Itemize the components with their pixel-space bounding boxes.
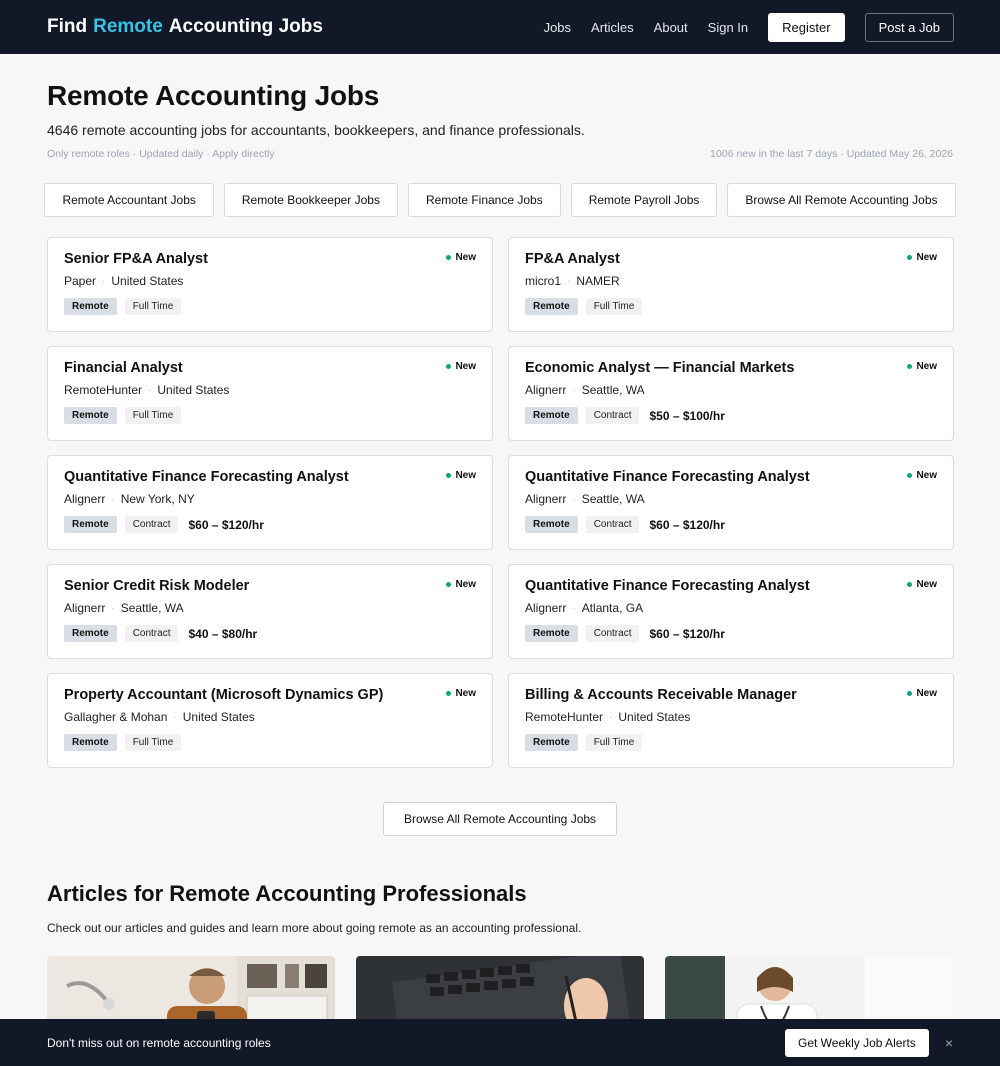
job-meta [525, 601, 937, 615]
job-tags [64, 407, 476, 424]
new-badge-label: New [916, 361, 937, 372]
job-title[interactable]: Economic Analyst — Financial Markets [525, 360, 795, 376]
job-pay: $60 – $120/hr [188, 517, 264, 532]
job-card[interactable] [508, 346, 954, 441]
remote-tag: Remote [64, 625, 117, 642]
articles-subtitle: Check out our articles and guides and learn more about going remote as an accounting professional. [47, 921, 582, 935]
job-title[interactable]: Senior FP&A Analyst [64, 251, 208, 267]
meta-separator: · [111, 602, 115, 614]
job-meta [525, 492, 937, 506]
job-title[interactable]: Quantitative Finance Forecasting Analyst [525, 469, 810, 485]
new-badge-label: New [455, 688, 476, 699]
job-tags [525, 516, 937, 533]
new-badge [907, 579, 937, 590]
meta-separator: · [102, 275, 106, 287]
job-company: RemoteHunter [64, 383, 143, 397]
new-badge [907, 252, 937, 263]
job-pay: $50 – $100/hr [649, 408, 725, 423]
job-meta [525, 274, 937, 288]
job-location: United States [182, 710, 255, 724]
job-company: Alignerr [525, 383, 567, 397]
job-tags [525, 625, 937, 642]
remote-tag: Remote [525, 734, 578, 751]
new-dot-icon [907, 255, 912, 260]
job-card[interactable] [47, 673, 493, 768]
banner-actions [785, 1029, 953, 1057]
job-tags [64, 734, 476, 751]
job-pay: $40 – $80/hr [188, 626, 258, 641]
new-badge [907, 361, 937, 372]
new-badge [446, 688, 476, 699]
nav-link-sign-in[interactable]: Sign In [707, 19, 749, 35]
job-location: New York, NY [120, 492, 195, 506]
new-dot-icon [907, 691, 912, 696]
top-nav-bar [0, 0, 1000, 54]
job-type-tag: Contract [125, 516, 179, 533]
job-card[interactable] [508, 455, 954, 550]
meta-separator: · [572, 384, 576, 396]
browse-all-wrap [0, 802, 1000, 836]
logo-word-remote: Remote [93, 16, 163, 37]
category-browse-all-button[interactable]: Browse All Remote Accounting Jobs [727, 183, 955, 217]
meta-separator: · [148, 384, 152, 396]
job-location: United States [111, 274, 184, 288]
job-location: Seattle, WA [581, 383, 645, 397]
get-job-alerts-button[interactable]: Get Weekly Job Alerts [785, 1029, 929, 1057]
logo-word-find: Find [47, 16, 88, 37]
job-card[interactable] [47, 237, 493, 332]
new-dot-icon [907, 364, 912, 369]
job-company: Paper [64, 274, 97, 288]
job-tags [64, 298, 476, 315]
meta-separator: · [567, 275, 571, 287]
new-badge [907, 688, 937, 699]
browse-all-button[interactable]: Browse All Remote Accounting Jobs [383, 802, 617, 836]
remote-tag: Remote [525, 516, 578, 533]
job-type-tag: Full Time [586, 298, 643, 315]
new-badge [446, 470, 476, 481]
job-meta [64, 274, 476, 288]
new-badge-label: New [916, 470, 937, 481]
job-title[interactable]: Financial Analyst [64, 360, 183, 376]
job-meta [64, 601, 476, 615]
job-card[interactable] [508, 237, 954, 332]
new-dot-icon [446, 473, 451, 478]
new-badge-label: New [455, 470, 476, 481]
job-title[interactable]: Property Accountant (Microsoft Dynamics GP) [64, 687, 384, 703]
job-card[interactable] [47, 564, 493, 659]
category-bookkeeper-button[interactable]: Remote Bookkeeper Jobs [224, 183, 398, 217]
job-alert-banner [0, 1019, 1000, 1066]
job-meta [525, 710, 937, 724]
new-badge-label: New [455, 579, 476, 590]
job-type-tag: Full Time [586, 734, 643, 751]
job-pay: $60 – $120/hr [649, 517, 725, 532]
new-badge-label: New [916, 579, 937, 590]
nav-link-jobs[interactable]: Jobs [543, 19, 572, 35]
job-title[interactable]: FP&A Analyst [525, 251, 620, 267]
logo-word-rest: Accounting Jobs [168, 16, 323, 37]
job-meta [525, 383, 937, 397]
articles-title: Articles for Remote Accounting Professionals [47, 881, 527, 906]
post-job-button[interactable]: Post a Job [865, 13, 954, 42]
meta-row [47, 148, 953, 160]
job-tags [525, 407, 937, 424]
job-card[interactable] [47, 346, 493, 441]
job-location: United States [618, 710, 691, 724]
job-type-tag: Full Time [125, 734, 182, 751]
job-meta [64, 383, 476, 397]
job-title[interactable]: Quantitative Finance Forecasting Analyst [64, 469, 349, 485]
nav-link-about[interactable]: About [653, 19, 688, 35]
new-dot-icon [446, 691, 451, 696]
job-location: Seattle, WA [581, 492, 645, 506]
page-subtitle: 4646 remote accounting jobs for accountants, bookkeepers, and finance professionals. [47, 122, 585, 138]
job-type-tag: Contract [125, 625, 179, 642]
meta-separator: · [173, 711, 177, 723]
new-badge-label: New [455, 361, 476, 372]
category-finance-button[interactable]: Remote Finance Jobs [408, 183, 561, 217]
job-location: Atlanta, GA [581, 601, 644, 615]
new-badge-label: New [916, 252, 937, 263]
job-pay: $60 – $120/hr [649, 626, 725, 641]
category-buttons [0, 183, 1000, 217]
new-dot-icon [446, 582, 451, 587]
job-card[interactable] [508, 673, 954, 768]
job-type-tag: Full Time [125, 298, 182, 315]
job-meta [64, 492, 476, 506]
job-tags [525, 734, 937, 751]
job-company: micro1 [525, 274, 562, 288]
remote-tag: Remote [525, 407, 578, 424]
meta-separator: · [111, 493, 115, 505]
category-accountant-button[interactable]: Remote Accountant Jobs [44, 183, 213, 217]
job-list [0, 237, 1000, 768]
meta-right-text: 1006 new in the last 7 days · Updated May 26, 2026 [710, 148, 953, 160]
job-card[interactable] [508, 564, 954, 659]
job-type-tag: Full Time [125, 407, 182, 424]
job-type-tag: Contract [586, 625, 640, 642]
meta-separator: · [572, 602, 576, 614]
nav-link-articles[interactable]: Articles [591, 19, 634, 35]
job-tags [64, 516, 476, 533]
job-title[interactable]: Senior Credit Risk Modeler [64, 578, 250, 594]
job-location: Seattle, WA [120, 601, 184, 615]
job-company: Alignerr [64, 601, 106, 615]
new-dot-icon [446, 364, 451, 369]
remote-tag: Remote [64, 298, 117, 315]
remote-tag: Remote [525, 625, 578, 642]
job-company: Gallagher & Mohan [64, 710, 168, 724]
job-company: Alignerr [525, 601, 567, 615]
site-logo[interactable] [47, 16, 323, 38]
job-title[interactable]: Quantitative Finance Forecasting Analyst [525, 578, 810, 594]
banner-message: Don't miss out on remote accounting roles [47, 1035, 271, 1050]
job-type-tag: Contract [586, 516, 640, 533]
meta-left-text: Only remote roles · Updated daily · Apply directly [47, 148, 275, 160]
job-title[interactable]: Billing & Accounts Receivable Manager [525, 687, 797, 703]
hero-section [0, 54, 1000, 160]
new-badge [446, 579, 476, 590]
job-tags [525, 298, 937, 315]
new-badge-label: New [455, 252, 476, 263]
close-icon[interactable]: × [944, 1034, 953, 1051]
remote-tag: Remote [64, 734, 117, 751]
main-nav [524, 13, 954, 42]
meta-separator: · [572, 493, 576, 505]
register-button[interactable]: Register [768, 13, 844, 42]
job-company: Alignerr [525, 492, 567, 506]
job-location: NAMER [576, 274, 620, 288]
new-dot-icon [907, 473, 912, 478]
new-badge [907, 470, 937, 481]
job-card[interactable] [47, 455, 493, 550]
remote-tag: Remote [64, 516, 117, 533]
page-title: Remote Accounting Jobs [47, 80, 380, 111]
new-dot-icon [907, 582, 912, 587]
remote-tag: Remote [64, 407, 117, 424]
new-badge [446, 252, 476, 263]
remote-tag: Remote [525, 298, 578, 315]
new-badge-label: New [916, 688, 937, 699]
job-company: RemoteHunter [525, 710, 604, 724]
new-badge [446, 361, 476, 372]
category-payroll-button[interactable]: Remote Payroll Jobs [571, 183, 718, 217]
job-type-tag: Contract [586, 407, 640, 424]
meta-separator: · [609, 711, 613, 723]
job-company: Alignerr [64, 492, 106, 506]
job-tags [64, 625, 476, 642]
new-dot-icon [446, 255, 451, 260]
job-location: United States [157, 383, 230, 397]
job-meta [64, 710, 476, 724]
